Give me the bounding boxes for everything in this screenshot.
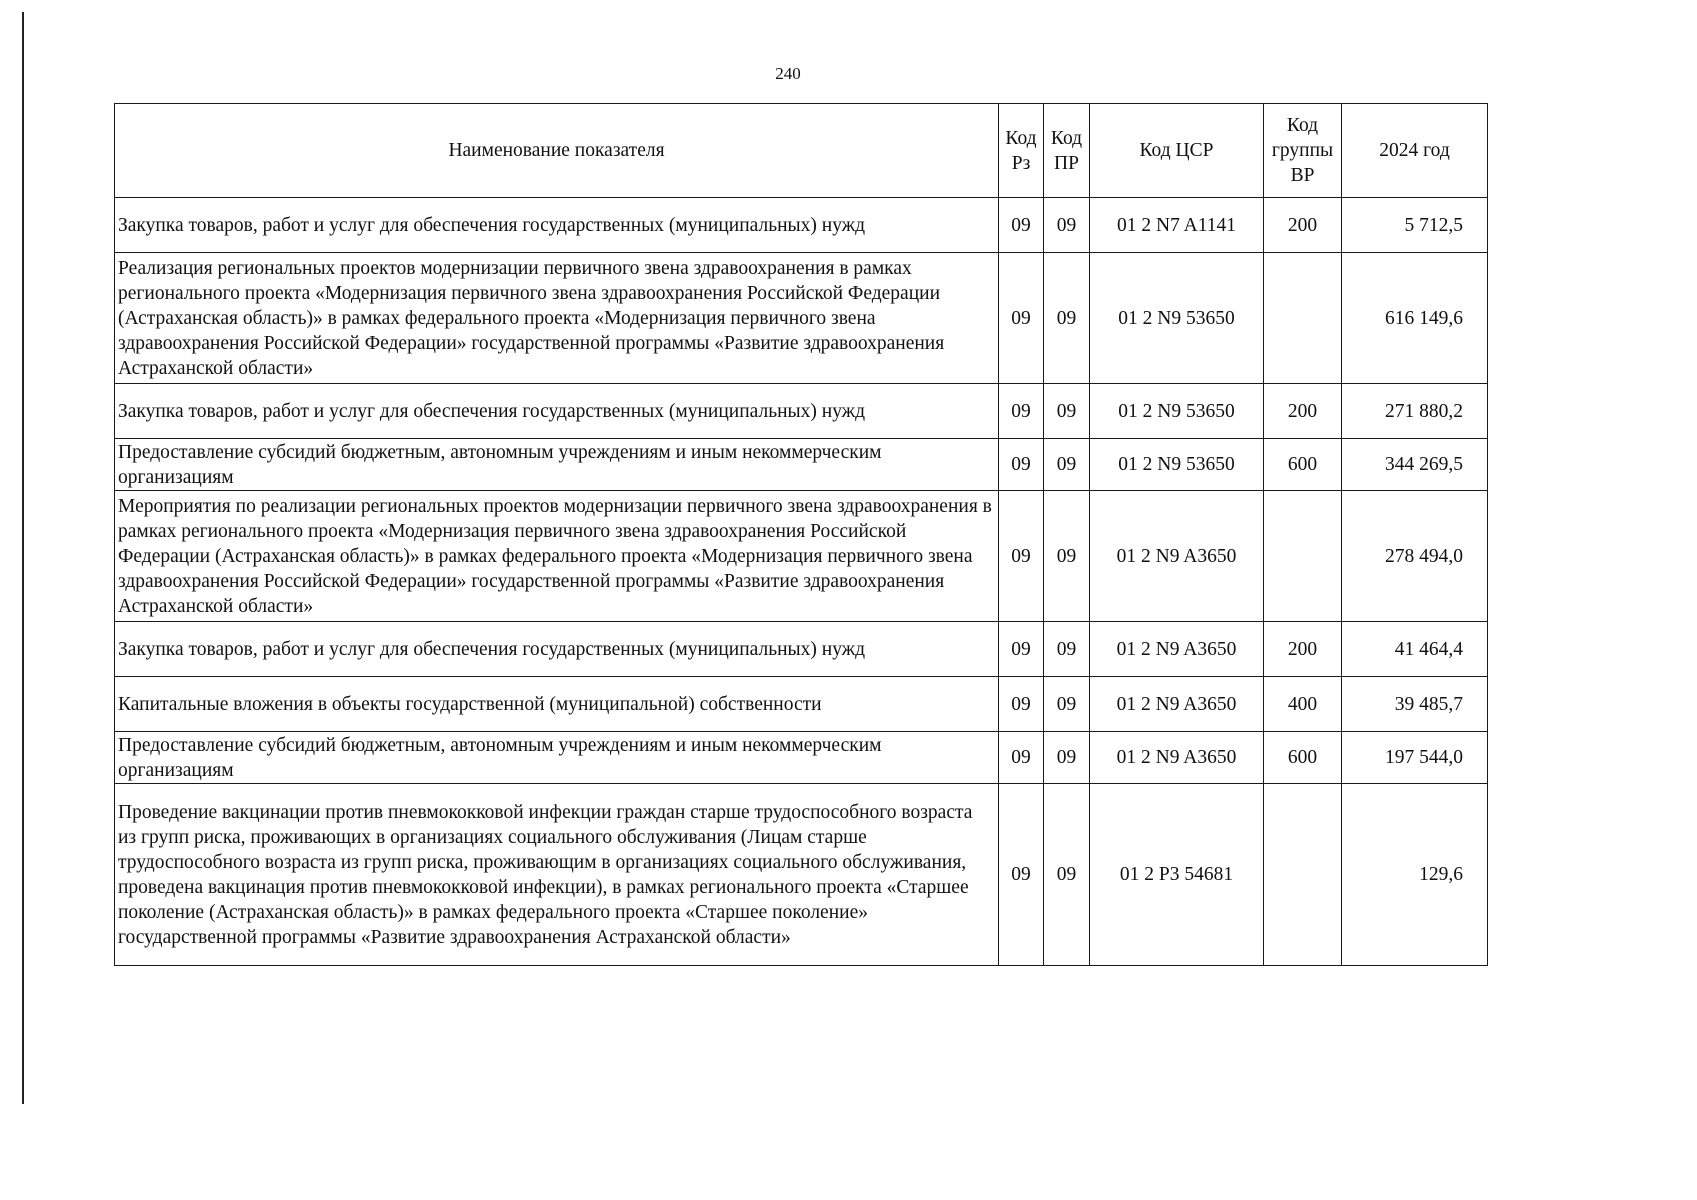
header-rz: Код Рз (999, 104, 1044, 198)
row-vr (1264, 491, 1342, 622)
row-csr: 01 2 N9 A3650 (1090, 622, 1264, 677)
row-name: Реализация региональных проектов модернизации первичного звена здравоохранения в рамках регионального проекта «Модернизация первичного звена здравоохранения Российской Федерации (Астраханская область)» в рамках федерального проекта «Модернизация первичного звена здравоохранения Российской Федерации» государственной программы «Развитие здравоохранения Астраханской области» (115, 253, 999, 384)
row-vr (1264, 253, 1342, 384)
row-amount: 5 712,5 (1342, 198, 1488, 253)
table-row (115, 732, 1488, 784)
row-name: Закупка товаров, работ и услуг для обеспечения государственных (муниципальных) нужд (115, 384, 999, 439)
row-vr (1264, 784, 1342, 966)
row-rz: 09 (999, 253, 1044, 384)
binding-margin-line (22, 12, 24, 1104)
row-amount: 197 544,0 (1342, 732, 1488, 784)
row-rz: 09 (999, 622, 1044, 677)
header-csr: Код ЦСР (1090, 104, 1264, 198)
row-csr: 01 2 N9 53650 (1090, 253, 1264, 384)
row-csr: 01 2 N9 53650 (1090, 384, 1264, 439)
row-csr: 01 2 N9 A3650 (1090, 732, 1264, 784)
table-row (115, 784, 1488, 966)
row-pr: 09 (1044, 384, 1090, 439)
row-amount: 344 269,5 (1342, 439, 1488, 491)
row-amount: 271 880,2 (1342, 384, 1488, 439)
row-pr: 09 (1044, 253, 1090, 384)
row-name: Проведение вакцинации против пневмококковой инфекции граждан старше трудоспособного возраста из групп риска, проживающих в организациях социального обслуживания (Лицам старше трудоспособного возраста из групп риска, проживающим в организациях социального обслуживания, проведена вакцинация против пневмококковой инфекции), в рамках регионального проекта «Старшее поколение (Астраханская область)» в рамках федерального проекта «Старшее поколение» государственной программы «Развитие здравоохранения Астраханской области» (115, 784, 999, 966)
row-csr: 01 2 P3 54681 (1090, 784, 1264, 966)
row-name: Капитальные вложения в объекты государственной (муниципальной) собственности (115, 677, 999, 732)
row-name: Закупка товаров, работ и услуг для обеспечения государственных (муниципальных) нужд (115, 198, 999, 253)
header-year: 2024 год (1342, 104, 1488, 198)
row-csr: 01 2 N7 A1141 (1090, 198, 1264, 253)
table-row (115, 439, 1488, 491)
table-row (115, 622, 1488, 677)
row-pr: 09 (1044, 198, 1090, 253)
row-rz: 09 (999, 384, 1044, 439)
row-rz: 09 (999, 784, 1044, 966)
header-pr: Код ПР (1044, 104, 1090, 198)
table-header-row (115, 104, 1488, 198)
row-amount: 41 464,4 (1342, 622, 1488, 677)
row-rz: 09 (999, 732, 1044, 784)
row-vr: 200 (1264, 198, 1342, 253)
table-row (115, 253, 1488, 384)
row-vr: 200 (1264, 384, 1342, 439)
row-pr: 09 (1044, 622, 1090, 677)
row-pr: 09 (1044, 491, 1090, 622)
row-pr: 09 (1044, 732, 1090, 784)
row-vr: 400 (1264, 677, 1342, 732)
row-rz: 09 (999, 198, 1044, 253)
row-name: Предоставление субсидий бюджетным, автономным учреждениям и иным некоммерческим организациям (115, 732, 999, 784)
row-csr: 01 2 N9 A3650 (1090, 677, 1264, 732)
row-rz: 09 (999, 677, 1044, 732)
budget-table (114, 103, 1488, 966)
row-pr: 09 (1044, 677, 1090, 732)
row-name: Закупка товаров, работ и услуг для обеспечения государственных (муниципальных) нужд (115, 622, 999, 677)
row-amount: 616 149,6 (1342, 253, 1488, 384)
header-name: Наименование показателя (115, 104, 999, 198)
row-name: Мероприятия по реализации региональных проектов модернизации первичного звена здравоохранения в рамках регионального проекта «Модернизация первичного звена здравоохранения Российской Федерации (Астраханская область)» в рамках федерального проекта «Модернизация первичного звена здравоохранения Российской Федерации» государственной программы «Развитие здравоохранения Астраханской области» (115, 491, 999, 622)
page-number: 240 (775, 64, 801, 83)
row-csr: 01 2 N9 A3650 (1090, 491, 1264, 622)
row-amount: 39 485,7 (1342, 677, 1488, 732)
row-rz: 09 (999, 491, 1044, 622)
table-row (115, 491, 1488, 622)
table-row (115, 198, 1488, 253)
row-vr: 600 (1264, 732, 1342, 784)
row-vr: 200 (1264, 622, 1342, 677)
row-amount: 129,6 (1342, 784, 1488, 966)
header-vr: Код группы ВР (1264, 104, 1342, 198)
row-name: Предоставление субсидий бюджетным, автономным учреждениям и иным некоммерческим организациям (115, 439, 999, 491)
row-rz: 09 (999, 439, 1044, 491)
table-row (115, 384, 1488, 439)
table-row (115, 677, 1488, 732)
row-vr: 600 (1264, 439, 1342, 491)
row-amount: 278 494,0 (1342, 491, 1488, 622)
row-csr: 01 2 N9 53650 (1090, 439, 1264, 491)
row-pr: 09 (1044, 439, 1090, 491)
row-pr: 09 (1044, 784, 1090, 966)
